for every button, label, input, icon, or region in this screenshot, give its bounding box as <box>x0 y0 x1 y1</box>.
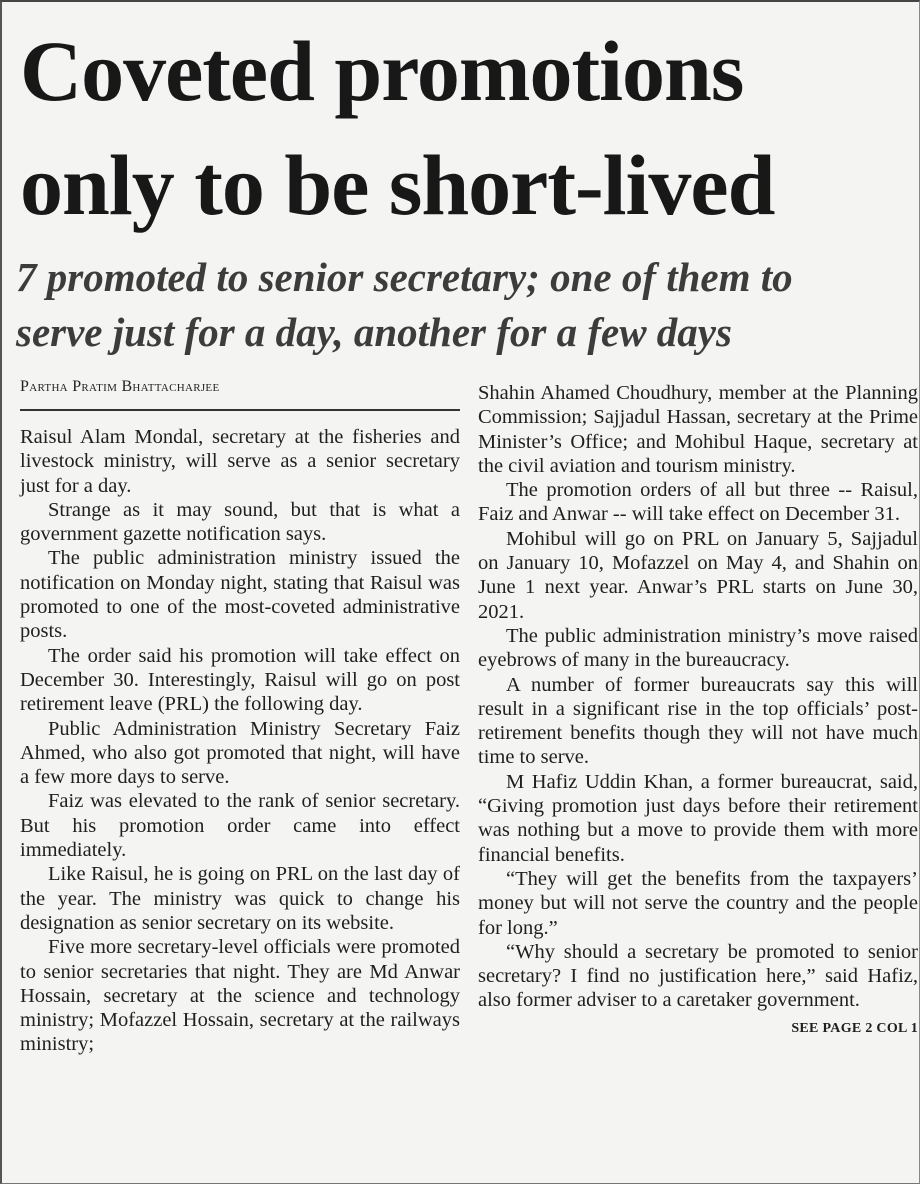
headline-line-2: only to be short-lived <box>20 137 775 233</box>
paragraph: Raisul Alam Mondal, secretary at the fisheries and livestock ministry, will serve as a senior secretary just for a day. <box>20 426 460 497</box>
subheadline-line-1: 7 promoted to senior secretary; one of them to <box>16 254 793 300</box>
paragraph: “They will get the benefits from the taxpayers’ money but will not serve the country and the people for long.” <box>478 867 918 939</box>
paragraph-last <box>478 940 918 1036</box>
paragraph: The promotion orders of all but three -- Raisul, Faiz and Anwar -- will take effect on December 31. <box>478 479 918 526</box>
article-column-left <box>20 425 460 1057</box>
paragraph: Strange as it may sound, but that is what a government gazette notification says. <box>20 498 460 546</box>
headline-line-1: Coveted promotions <box>20 23 744 119</box>
paragraph: Public Administration Ministry Secretary Faiz Ahmed, who also got promoted that night, will have a few more days to serve. <box>20 717 460 789</box>
byline: Partha Pratim Bhattacharjee <box>20 378 220 395</box>
paragraph: Five more secretary-level officials were promoted to senior secretaries that night. They are Md Anwar Hossain, secretary at the science and technology ministry; Mofazzel Hossain, secretary at the railways ministry; <box>20 936 460 1056</box>
paragraph: A number of former bureaucrats say this will result in a significant rise in the top officials’ post-retirement benefits though they will not have much time to serve. <box>478 673 918 769</box>
paragraph: Shahin Ahamed Choudhury, member at the Planning Commission; Sajjadul Hassan, secretary at the Prime Minister’s Office; and Mohibul Haque, secretary at the civil aviation and tourism ministry. <box>478 382 918 477</box>
paragraph: Faiz was elevated to the rank of senior secretary. But his promotion order came into effect immediately. <box>20 790 460 862</box>
article-column-right <box>478 381 918 1041</box>
paragraph: The public administration ministry issued the notification on Monday night, stating that Raisul was promoted to one of the most-coveted administrative posts. <box>20 547 460 643</box>
subheadline <box>16 250 916 360</box>
byline-rule <box>20 409 460 411</box>
continuation-note: SEE PAGE 2 COL 1 <box>791 1020 918 1036</box>
paragraph-last-text: “Why should a secretary be promoted to senior secretary? I find no justification here,” said Hafiz, also former adviser to a caretaker government. <box>478 940 918 1012</box>
subheadline-line-2: serve just for a day, another for a few days <box>16 309 732 355</box>
paragraph: Like Raisul, he is going on PRL on the last day of the year. The ministry was quick to change his designation as senior secretary on its website. <box>20 863 460 934</box>
paragraph: The order said his promotion will take effect on December 30. Interestingly, Raisul will go on post retirement leave (PRL) the following day. <box>20 644 460 716</box>
paragraph: The public administration ministry’s move raised eyebrows of many in the bureaucracy. <box>478 624 918 672</box>
headline <box>20 14 910 242</box>
paragraph: M Hafiz Uddin Khan, a former bureaucrat, said, “Giving promotion just days before their retirement was nothing but a move to provide them with more financial benefits. <box>478 770 918 866</box>
paragraph: Mohibul will go on PRL on January 5, Sajjadul on January 10, Mofazzel on May 4, and Shahin on June 1 next year. Anwar’s PRL starts on June 30, 2021. <box>478 527 918 623</box>
